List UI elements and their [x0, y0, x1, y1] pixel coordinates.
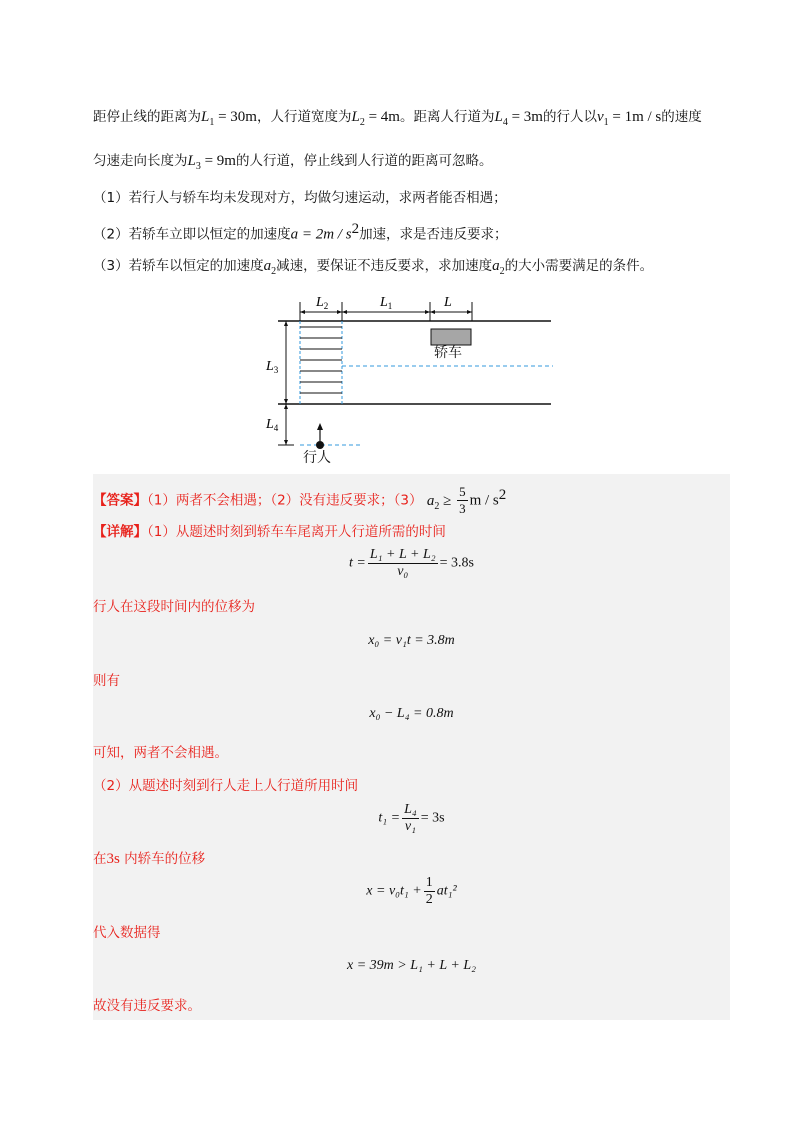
dim-L1-label: $L_1$: [380, 295, 393, 311]
detail-p5: （2）从题述时刻到行人走上人行道所用时间: [93, 778, 359, 794]
dim-L4-label: $L_4$: [266, 417, 279, 433]
equation-4: t₁ = $\frac{\text{L₄}}{\text{v₁}}$ = 3s: [378, 802, 445, 834]
detail-p2: 行人在这段时间内的位移为: [93, 599, 255, 615]
equation-3: x₀ − L₄ = 0.8m: [369, 706, 454, 721]
detail-p3: 则有: [93, 673, 120, 689]
equation-2: x₀ = v₁t = 3.8m: [368, 633, 455, 648]
question-1: （1）若行人与轿车均未发现对方，均做匀速运动，求两者能否相遇；: [93, 190, 507, 206]
dim-L-label: L: [444, 295, 452, 310]
crosswalk-stripes: [300, 327, 342, 393]
question-3: （3）若轿车以恒定的加速度$a_2$减速，要保证不违反要求，求加速度$a_2$的大小需要满足的条件。: [93, 258, 654, 277]
pedestrian-label: 行人: [303, 450, 331, 466]
car-label: 轿车: [434, 345, 462, 361]
equation-6: x = 39m > L₁ + L + L₂: [347, 958, 476, 973]
road-diagram: [260, 290, 560, 470]
equation-1: t = $\frac{\text{L₁ + L + L₂}}{\text{v₀}}$ = 3.8s: [349, 547, 474, 579]
detail-p8: 故没有违反要求。: [93, 998, 201, 1014]
answer-line: 【答案】（1）两者不会相遇；（2）没有违反要求；（3） $a_2$ ≥ $\frac{5}{3}$ m / $s^2$: [93, 484, 507, 516]
problem-line-2: 匀速走向长度为$L_3 = 9m$的人行道，停止线到人行道的距离可忽略。: [93, 153, 493, 172]
detail-p7: 代入数据得: [93, 925, 161, 941]
detail-p1: 【详解】（1）从题述时刻到轿车车尾离开人行道所需的时间: [93, 524, 446, 540]
dim-L2-label: $L_2$: [316, 295, 329, 311]
question-2: （2）若轿车立即以恒定的加速度$a = 2m / s^2$加速，求是否违反要求；: [93, 221, 508, 243]
detail-p6: 在3s 内轿车的位移: [93, 851, 206, 867]
equation-5: x = v₀t₁ + $\frac{1}{2}$ at₁²: [366, 875, 457, 907]
problem-line-1: 距停止线的距离为$L_1 = 30m$，人行道宽度为$L_2 = 4m$。距离人行道为$L_4 = 3m$的行人以$v_1 = 1m / s$的速度: [93, 109, 702, 128]
detail-p4: 可知，两者不会相遇。: [93, 745, 228, 761]
dim-L3-label: $L_3$: [266, 359, 279, 375]
